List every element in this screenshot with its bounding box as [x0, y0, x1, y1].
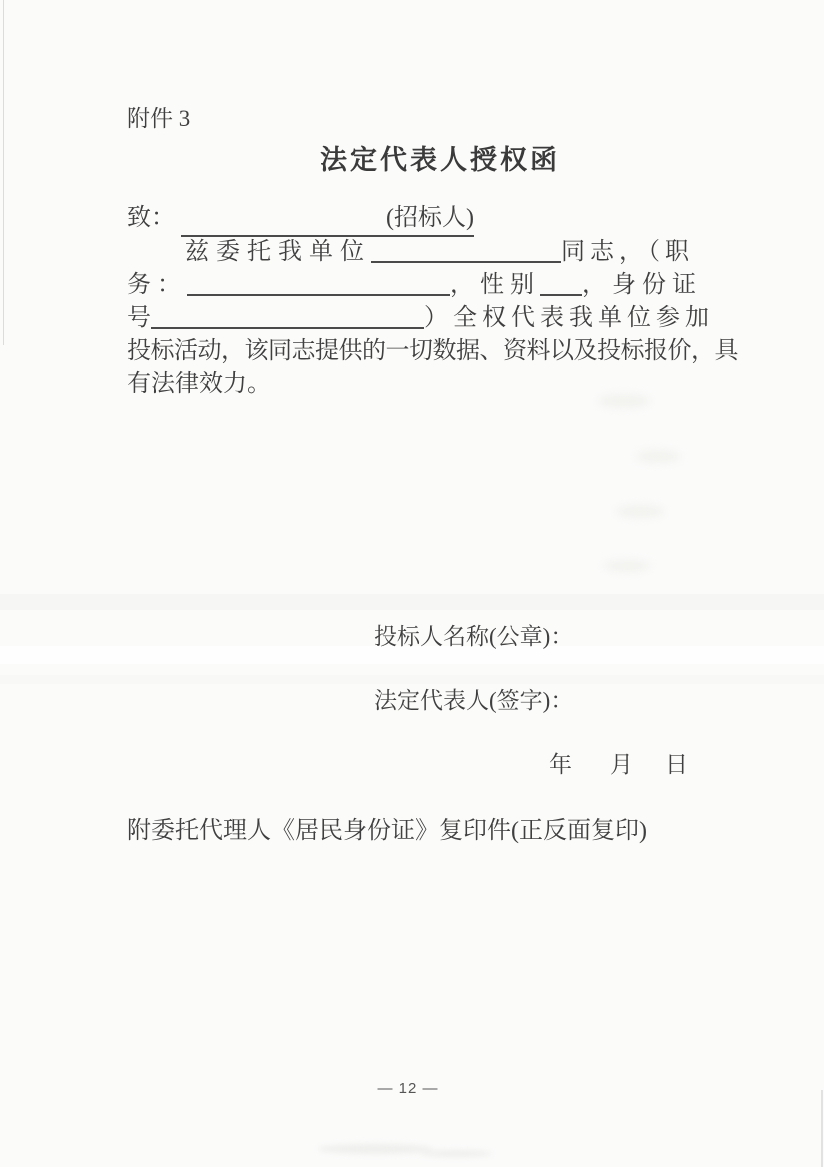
- recipient-blank: [181, 209, 386, 229]
- job-title-blank: [187, 274, 450, 296]
- agent-name-blank: [371, 241, 561, 263]
- recipient-underline: [181, 203, 474, 237]
- body-line-2: [127, 237, 694, 267]
- id-copy-note: 附委托代理人《居民身份证》复印件(正反面复印): [127, 818, 647, 844]
- bidder-name-label: 投标人名称(公章)：: [374, 624, 574, 649]
- gender-blank: [540, 274, 582, 296]
- id-number-blank: [151, 307, 424, 329]
- date-day-label: 日: [665, 752, 688, 777]
- body-text: ，身份证: [582, 272, 702, 298]
- body-line-5: 投标活动，该同志提供的一切数据、资料以及投标报价，具: [127, 338, 738, 364]
- body-text: 务：: [127, 272, 187, 298]
- body-text: 兹委托我单位: [185, 239, 371, 265]
- document-title: 法定代表人授权函: [320, 145, 560, 175]
- page-number: — 12 —: [377, 1080, 439, 1097]
- scan-band: [0, 594, 824, 610]
- salutation-line: [127, 203, 474, 237]
- salutation-prefix: 致：: [127, 205, 175, 231]
- scan-smudge: [598, 394, 650, 408]
- scan-edge-line-right: [821, 1090, 823, 1167]
- recipient-hint: (招标人): [386, 205, 474, 231]
- scan-smudge: [636, 450, 680, 463]
- attachment-label: 附件 3: [127, 106, 191, 131]
- body-line-3: [127, 270, 702, 300]
- date-month-label: 月: [610, 752, 633, 777]
- scan-smudge: [420, 1150, 492, 1157]
- body-text: ）全权代表我单位参加: [424, 305, 714, 331]
- body-line-4: [127, 303, 714, 333]
- scan-smudge: [318, 1144, 433, 1154]
- date-line: [549, 746, 688, 779]
- scan-smudge: [616, 505, 664, 518]
- scan-smudge: [604, 560, 650, 572]
- date-year-label: 年: [549, 752, 572, 777]
- legal-representative-label: 法定代表人(签字)：: [374, 688, 574, 713]
- body-line-6: 有法律效力。: [127, 371, 271, 397]
- scan-edge-line-left: [3, 0, 4, 345]
- body-text: 同志，（职: [561, 239, 694, 265]
- body-text: ，性别: [450, 272, 540, 298]
- body-text: 号: [127, 305, 151, 331]
